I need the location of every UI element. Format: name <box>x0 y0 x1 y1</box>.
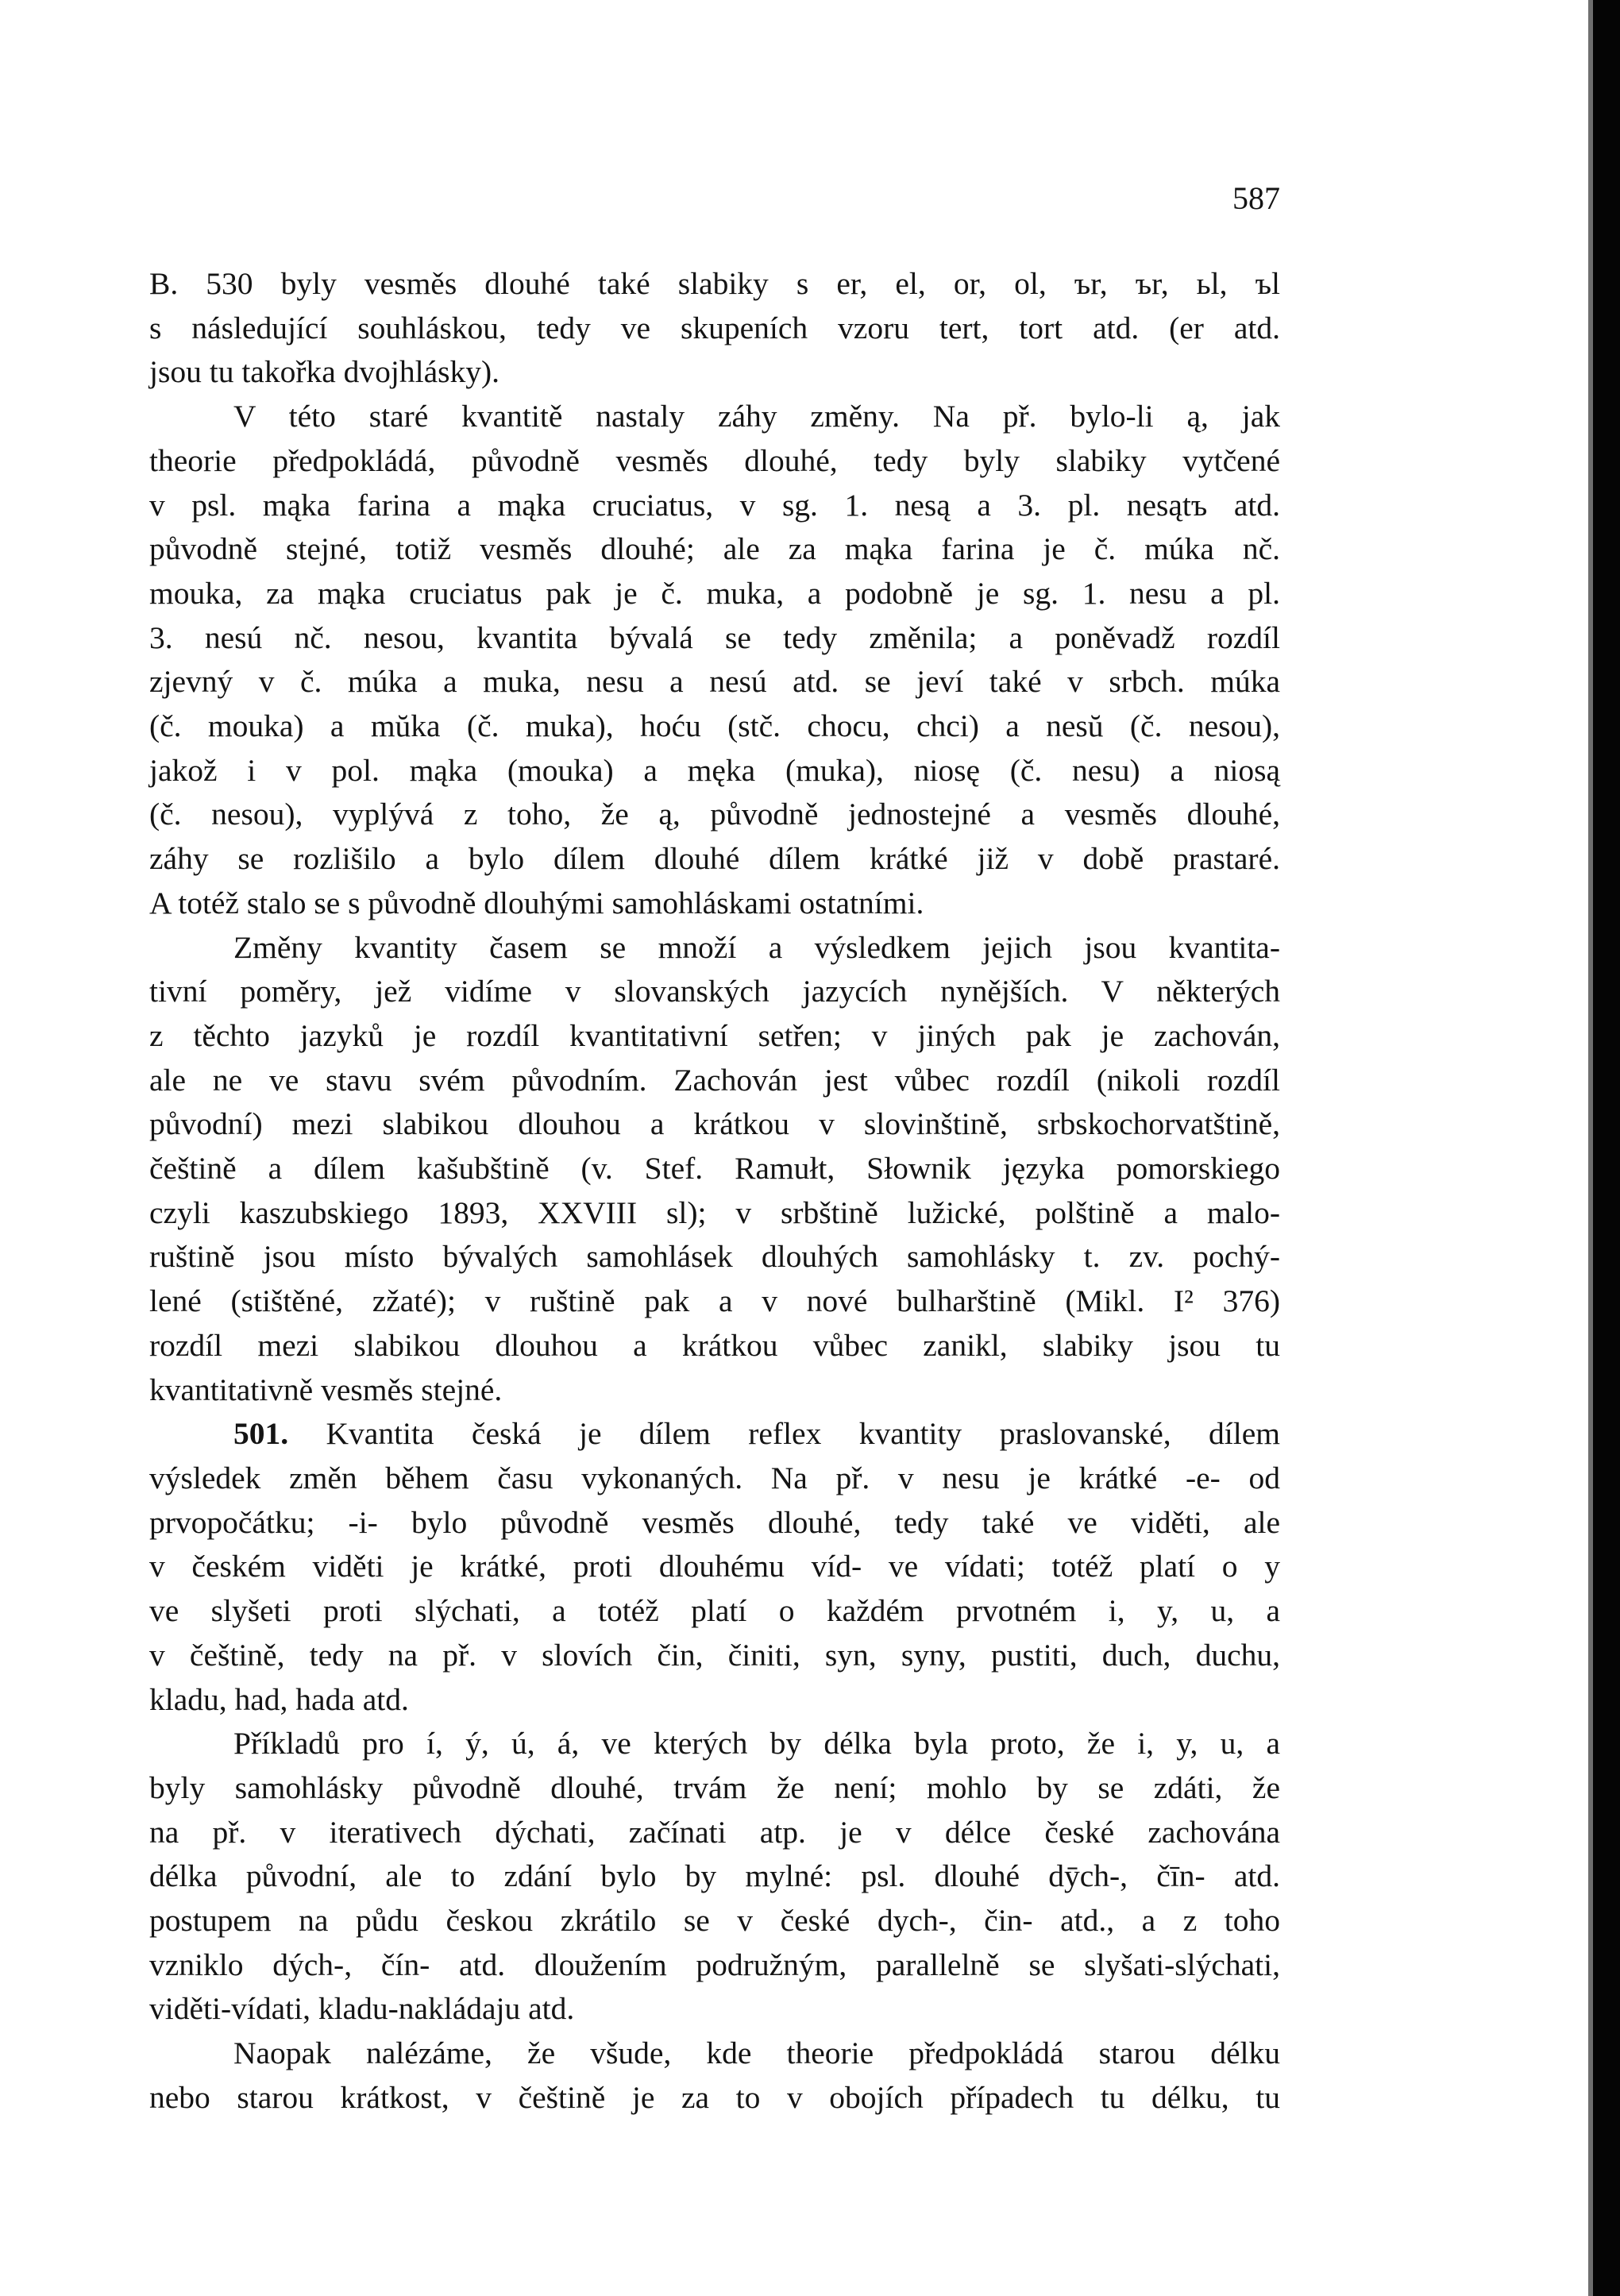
paragraph: viděti-vídati, kladu-nakládaju atd. <box>149 1991 575 2027</box>
paragraph: s následující souhláskou, tedy ve skupeních vzoru tert, tort atd. (er atd. <box>149 310 1280 345</box>
paragraph: na př. v iterativech dýchati, začínati atp. je v délce české zachována <box>149 1814 1280 1850</box>
paragraph: postupem na půdu českou zkrátilo se v české dych-, čin- atd., a z toho <box>149 1903 1280 1939</box>
paragraph: v psl. mąka farina a mąka cruciatus, v sg. 1. nesą a 3. pl. nesątъ atd. <box>149 487 1280 523</box>
paragraph: záhy se rozlišilo a bylo dílem dlouhé dílem krátké již v době prastaré. <box>149 841 1280 877</box>
paragraph: původní) mezi slabikou dlouhou a krátkou v slovinštině, srbskochorvatštině, <box>149 1106 1280 1142</box>
paragraph: byly samohlásky původně dlouhé, trvám že není; mohlo by se zdáti, že <box>149 1769 1280 1805</box>
body-text <box>149 262 1280 2120</box>
paragraph: mouka, za mąka cruciatus pak je č. muka, a podobně je sg. 1. nesu a pl. <box>149 575 1280 611</box>
page-number: 587 <box>1232 180 1280 216</box>
paragraph: z těchto jazyků je rozdíl kvantitativní setřen; v jiných pak je zachován, <box>149 1017 1280 1053</box>
paragraph: V této staré kvantitě nastaly záhy změny. Na př. bylo-li ą, jak <box>233 399 1280 434</box>
paragraph: A totéž stalo se s původně dlouhými samohláskami ostatními. <box>149 885 924 920</box>
paragraph: B. 530 byly vesměs dlouhé také slabiky s er, el, or, ol, ъr, ъr, ьl, ъl <box>149 266 1280 301</box>
paragraph: češtině a dílem kašubštině (v. Stef. Ramułt, Słownik języka pomorskiego <box>149 1151 1280 1187</box>
paragraph: výsledek změn během času vykonaných. Na př. v nesu je krátké -e- od <box>149 1460 1280 1495</box>
scan-edge <box>1593 0 1620 2296</box>
paragraph: zjevný v č. múka a muka, nesu a nesú atd. se jeví také v srbch. múka <box>149 664 1280 700</box>
paragraph: kvantitativně vesměs stejné. <box>149 1372 503 1407</box>
paragraph: tivní poměry, jež vidíme v slovanských jazycích nynějších. V některých <box>149 974 1280 1009</box>
paragraph: jakož i v pol. mąka (mouka) a męka (muka), niosę (č. nesu) a niosą <box>149 752 1280 788</box>
paragraph: ve slyšeti proti slýchati, a totéž platí o každém prvotném i, y, u, a <box>149 1593 1280 1629</box>
paragraph: Naopak nalézáme, že všude, kde theorie předpokládá starou délku <box>233 2036 1280 2071</box>
paragraph: Příkladů pro í, ý, ú, á, ve kterých by délka byla proto, že i, y, u, a <box>233 1726 1280 1762</box>
paragraph: 3. nesú nč. nesou, kvantita bývalá se tedy změnila; a poněvadž rozdíl <box>149 619 1280 655</box>
paragraph: vzniklo dých-, čín- atd. dloužením podružným, parallelně se slyšati-slýchati, <box>149 1947 1280 1982</box>
paragraph: 501. Kvantita česká je dílem reflex kvantity praslovanské, dílem <box>233 1416 1280 1452</box>
paragraph: ale ne ve stavu svém původním. Zachován jest vůbec rozdíl (nikoli rozdíl <box>149 1062 1280 1098</box>
paragraph: nebo starou krátkost, v češtině je za to v obojích případech tu délku, tu <box>149 2079 1280 2115</box>
paragraph: v českém viděti je krátké, proti dlouhému víd- ve vídati; totéž platí o y <box>149 1549 1280 1584</box>
paragraph: ruštině jsou místo bývalých samohlásek dlouhých samohlásky t. zv. pochý- <box>149 1239 1280 1275</box>
paragraph: czyli kaszubskiego 1893, XXVIII sl); v srbštině lužické, polštině a malo- <box>149 1194 1280 1230</box>
paragraph: (č. mouka) a mŭka (č. muka), hoću (stč. chocu, chci) a nesŭ (č. nesou), <box>149 708 1280 744</box>
paragraph: délka původní, ale to zdání bylo by mylné: psl. dlouhé dȳch-, čīn- atd. <box>149 1858 1280 1894</box>
paragraph: (č. nesou), vyplývá z toho, že ą, původně jednostejné a vesměs dlouhé, <box>149 797 1280 832</box>
section-number: 501. <box>233 1416 289 1452</box>
paragraph: v češtině, tedy na př. v slovích čin, činiti, syn, syny, pustiti, duch, duchu, <box>149 1637 1280 1673</box>
paragraph: prvopočátku; -i- bylo původně vesměs dlouhé, tedy také ve viděti, ale <box>149 1504 1280 1540</box>
paragraph: kladu, had, hada atd. <box>149 1681 409 1717</box>
paragraph: lené (stištěné, zžaté); v ruštině pak a v nové bulharštině (Mikl. I² 376) <box>149 1283 1280 1319</box>
paragraph: původně stejné, totiž vesměs dlouhé; ale za mąka farina je č. múka nč. <box>149 531 1280 567</box>
paragraph: rozdíl mezi slabikou dlouhou a krátkou vůbec zanikl, slabiky jsou tu <box>149 1327 1280 1363</box>
paragraph: jsou tu takořka dvojhlásky). <box>149 354 500 390</box>
paragraph: Změny kvantity časem se množí a výsledkem jejich jsou kvantita- <box>233 929 1280 965</box>
paragraph: theorie předpokládá, původně vesměs dlouhé, tedy byly slabiky vytčené <box>149 442 1280 478</box>
